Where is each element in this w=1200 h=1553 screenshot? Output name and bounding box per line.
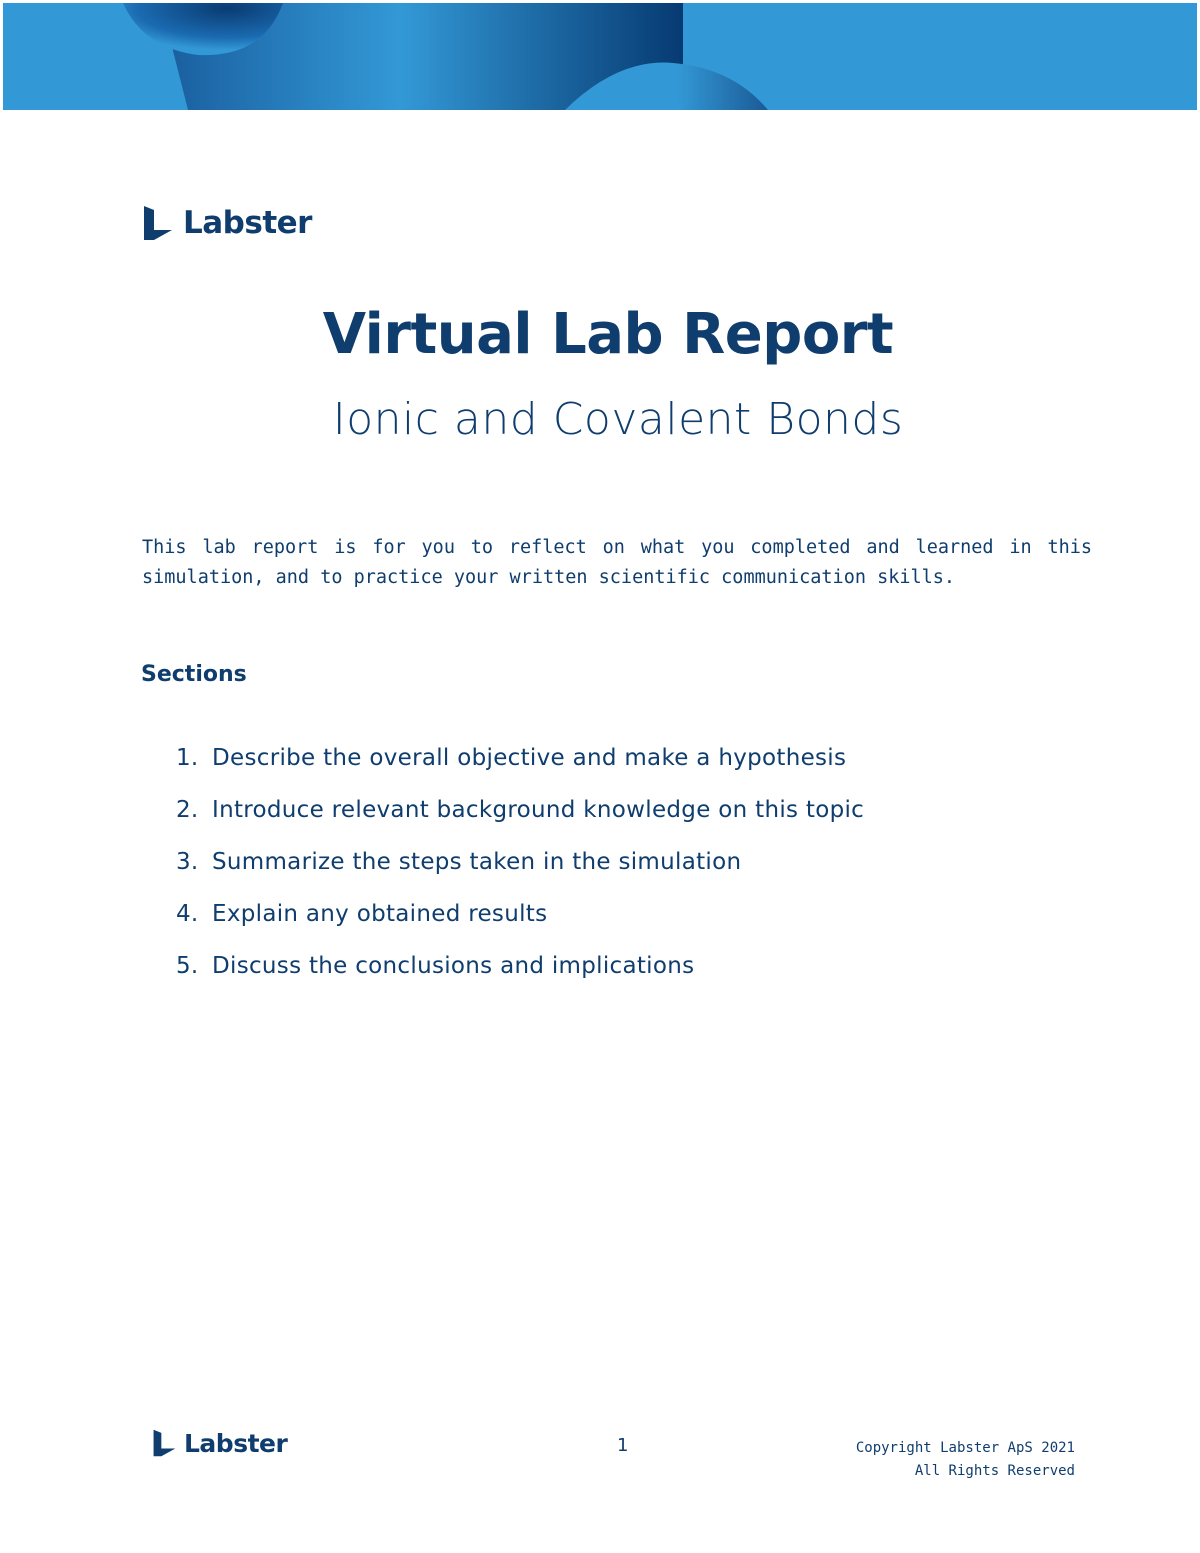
labster-logo-icon [152,1428,180,1458]
item-text: Describe the overall objective and make a hypothesis [212,745,847,771]
item-number: 4. [176,901,199,927]
item-text: Introduce relevant background knowledge on this topic [212,797,865,823]
banner-graphic [3,3,1197,110]
list-item [176,953,864,1005]
item-number: 2. [176,797,199,823]
copyright-line: Copyright Labster ApS 2021 [855,1440,1075,1456]
labster-logo [142,204,312,242]
page-subtitle: Ionic and Covalent Bonds [332,394,904,445]
list-item [176,745,864,797]
page-title: Virtual Lab Report [322,302,894,367]
copyright-notice [856,1437,1075,1483]
footer-logo-wordmark: Labster [184,1428,288,1458]
sections-heading: Sections [141,662,247,687]
item-text: Summarize the steps taken in the simulation [212,849,742,875]
item-text: Discuss the conclusions and implications [212,953,695,979]
header-banner [3,3,1197,110]
item-number: 3. [176,849,199,875]
item-number: 1. [176,745,199,771]
rights-line: All Rights Reserved [914,1463,1075,1479]
intro-paragraph: This lab report is for you to reflect on what you completed and learned in this simulation, and to practice your written scientific communication skills. [142,537,1092,588]
list-item [176,901,864,953]
logo-wordmark: Labster [183,205,312,241]
item-text: Explain any obtained results [212,901,548,927]
list-item [176,797,864,849]
page-number: 1 [617,1435,629,1456]
labster-logo-icon [142,204,178,242]
list-item [176,849,864,901]
sections-list [176,745,864,1005]
footer-logo [152,1428,287,1458]
item-number: 5. [176,953,199,979]
